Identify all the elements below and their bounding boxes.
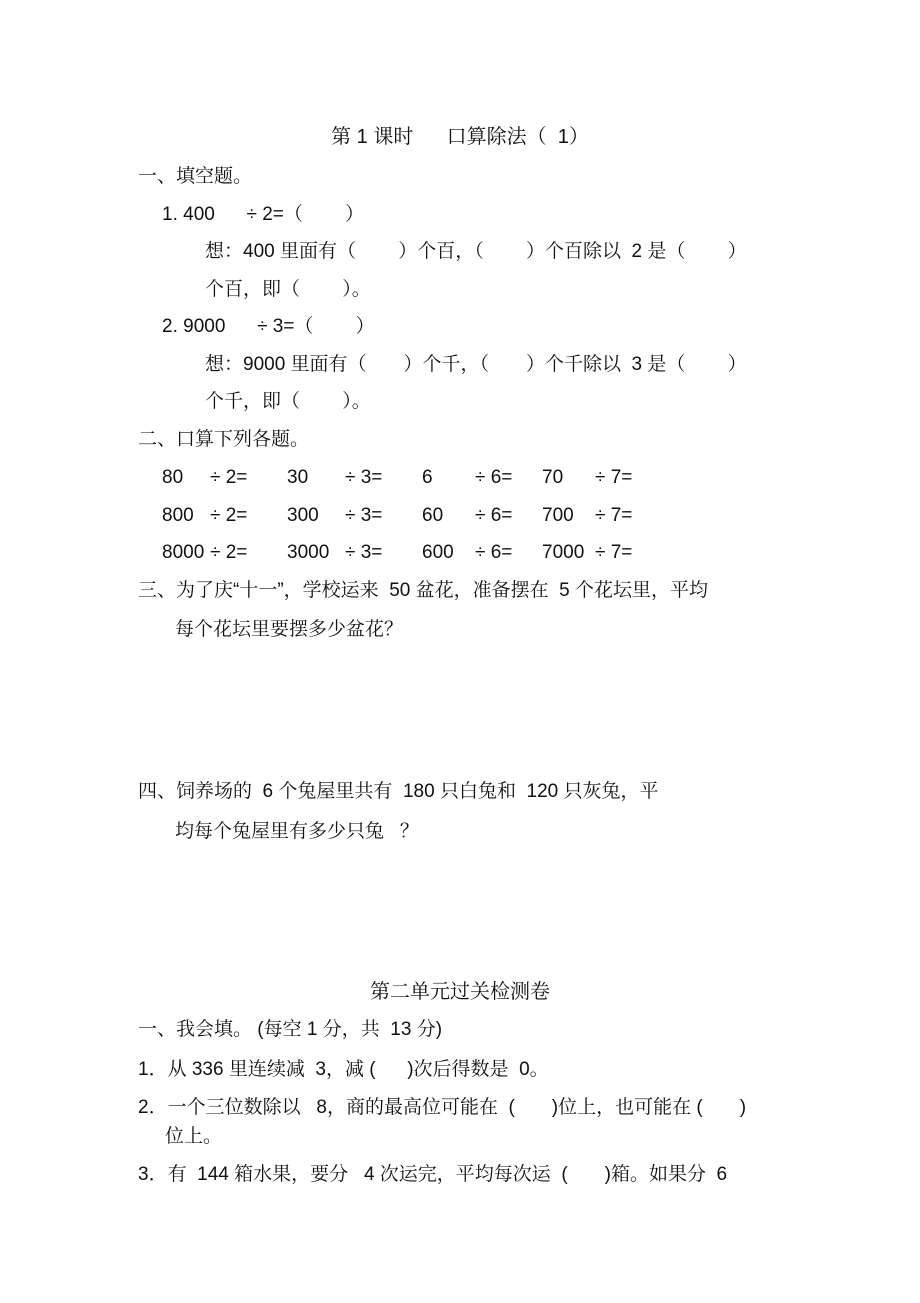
divide-operator: ÷ 6= xyxy=(475,542,513,563)
dividend: 30 xyxy=(287,467,309,488)
divide-operator: ÷ 7= xyxy=(595,542,633,563)
dividend: 7000 xyxy=(542,542,585,563)
question-1-hint-line2: 个百，即（ ）。 xyxy=(205,279,371,300)
dividend: 300 xyxy=(287,505,319,526)
dividend: 70 xyxy=(542,467,564,488)
divide-operator: ÷ 6= xyxy=(475,505,513,526)
section-4-line1: 四、饲养场的 6 个兔屋里共有 180 只白兔和 120 只灰兔，平 xyxy=(138,781,659,802)
divide-operator: ÷ 3= xyxy=(345,505,383,526)
unit-question-3: 3．有 144 箱水果，要分 4 次运完，平均每次运 ( )箱。如果分 6 xyxy=(138,1164,728,1185)
divide-operator: ÷ 2= xyxy=(210,467,248,488)
section-4-line2: 均每个兔屋里有多少只兔 ？ xyxy=(175,821,419,842)
dividend: 6 xyxy=(422,467,433,488)
lesson-title: 第 1 课时 口算除法（ 1） xyxy=(331,126,589,148)
dividend: 700 xyxy=(542,505,574,526)
unit-question-2-line2: 位上。 xyxy=(165,1126,223,1147)
question-2-hint-line2: 个千，即（ ）。 xyxy=(205,391,371,412)
dividend: 3000 xyxy=(287,542,330,563)
section-3-line2: 每个花坛里要摆多少盆花？ xyxy=(175,619,404,640)
divide-operator: ÷ 3= xyxy=(345,467,383,488)
dividend: 60 xyxy=(422,505,444,526)
section-3-line1: 三、为了庆“十一”，学校运来 50 盆花，准备摆在 5 个花坛里，平均 xyxy=(138,580,709,601)
question-1: 1. 400 ÷ 2=（ ） xyxy=(162,204,365,225)
question-1-hint-line1: 想：400 里面有（ ）个百，（ ）个百除以 2 是（ ） xyxy=(205,241,747,262)
divide-operator: ÷ 2= xyxy=(210,505,248,526)
dividend: 800 xyxy=(162,505,194,526)
dividend: 600 xyxy=(422,542,454,563)
question-2-hint-line1: 想：9000 里面有（ ）个千，（ ）个千除以 3 是（ ） xyxy=(205,354,747,375)
divide-operator: ÷ 7= xyxy=(595,505,633,526)
divide-operator: ÷ 3= xyxy=(345,542,383,563)
divide-operator: ÷ 7= xyxy=(595,467,633,488)
dividend: 8000 xyxy=(162,542,205,563)
unit-question-1: 1．从 336 里连续减 3，减 ( )次后得数是 0。 xyxy=(138,1059,549,1080)
unit-question-2-line1: 2．一个三位数除以 8，商的最高位可能在 ( )位上，也可能在 ( ) xyxy=(138,1097,747,1118)
question-2: 2. 9000 ÷ 3=（ ） xyxy=(162,316,375,337)
divide-operator: ÷ 6= xyxy=(475,467,513,488)
section-2-heading: 二、口算下列各题。 xyxy=(138,429,310,450)
unit-test-title: 第二单元过关检测卷 xyxy=(370,981,550,1003)
section-1-heading: 一、填空题。 xyxy=(138,166,253,187)
unit-test-heading: 一、我会填。 (每空 1 分，共 13 分) xyxy=(138,1019,443,1040)
divide-operator: ÷ 2= xyxy=(210,542,248,563)
dividend: 80 xyxy=(162,467,184,488)
